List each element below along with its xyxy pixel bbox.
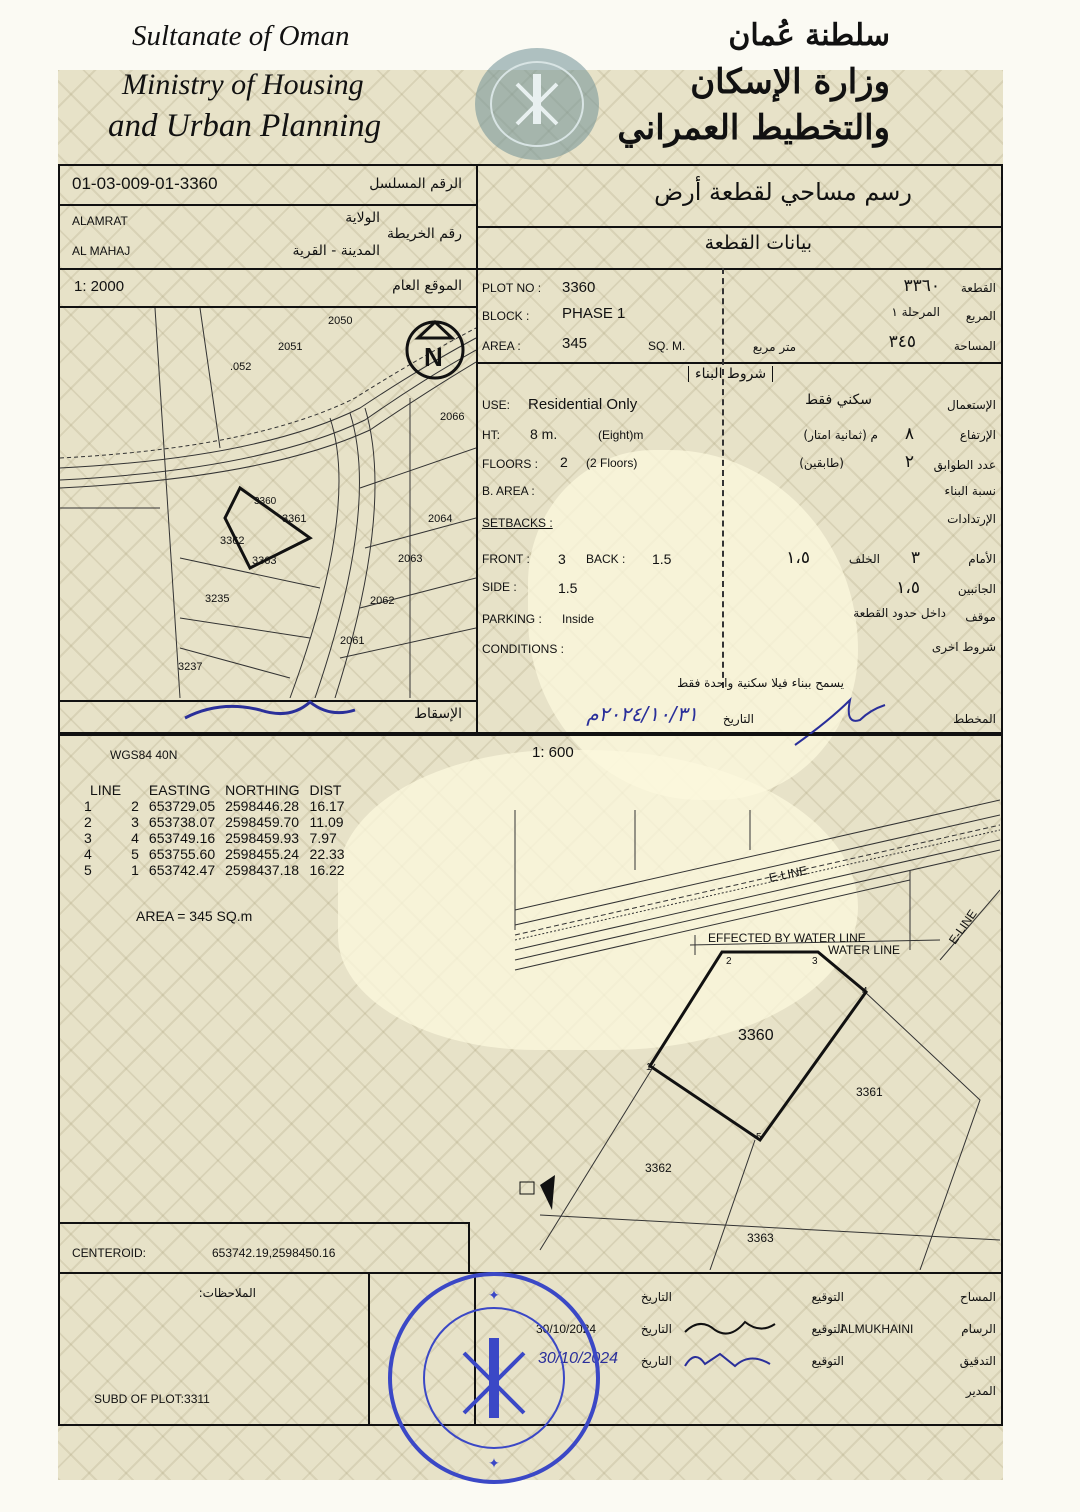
serial-number-value: 01-03-009-01-3360	[72, 174, 218, 193]
loc-plot-label: .052	[230, 361, 252, 373]
header-ar-line2: وزارة الإسكان	[690, 62, 890, 102]
serial-number-label: الرقم المسلسل	[369, 176, 462, 192]
ministry-emblem-seal	[472, 44, 602, 164]
conditions-label: CONDITIONS :	[482, 642, 565, 656]
village-label: المدينة - القرية	[292, 243, 380, 259]
block-label: BLOCK :	[482, 309, 530, 323]
side-value: 1.5	[558, 580, 578, 596]
checker-label: التدقيق	[959, 1354, 996, 1368]
side-ar-value: ١،٥	[896, 578, 920, 598]
drafter-signature	[680, 1312, 780, 1342]
back-ar-label: الخلف	[848, 552, 880, 566]
floors-label: FLOORS :	[482, 457, 539, 471]
area-summary: AREA = 345 SQ.m	[136, 908, 253, 924]
side-ar-label: الجانبين	[957, 582, 996, 596]
detail-plot-map	[500, 770, 1000, 1270]
e-line-label: E-LINE	[945, 906, 980, 947]
loc-plot-label: 2062	[370, 595, 395, 607]
height-label: HT:	[482, 428, 500, 442]
surveyor-label: المساح	[959, 1290, 996, 1304]
built-area-label: B. AREA :	[482, 484, 535, 498]
centroid-label: CENTEROID:	[72, 1246, 147, 1260]
loc-plot-label: 3235	[205, 593, 230, 605]
parking-ar-value: داخل حدود القطعة	[853, 606, 946, 620]
loc-plot-label: 3363	[252, 555, 277, 567]
loc-plot-label: 2050	[328, 315, 353, 327]
floors-value: 2	[560, 454, 568, 470]
table-header	[131, 782, 149, 798]
built-area-ar-label: نسبة البناء	[944, 484, 996, 498]
date-label: التاريخ	[722, 712, 754, 726]
parking-ar-label: موقف	[965, 610, 996, 624]
drafter-date-label: التاريخ	[640, 1322, 672, 1336]
front-ar-value: ٣	[910, 548, 920, 568]
back-value: 1.5	[652, 551, 672, 567]
subdivision-note: SUBD OF PLOT:3311	[94, 1392, 210, 1406]
water-line-label: EFFECTED BY WATER LINE	[708, 931, 866, 945]
area-ar-label: المساحة	[953, 339, 996, 353]
plot-no-value: 3360	[562, 279, 596, 296]
use-label: USE:	[482, 398, 511, 412]
vertex-label: 1	[646, 1062, 652, 1073]
floors-words: (2 Floors)	[586, 456, 638, 470]
vertex-label: 5	[756, 1132, 762, 1143]
checker-sign-label: التوقيع	[811, 1354, 844, 1368]
parking-label: PARKING :	[482, 612, 542, 626]
north-arrow-icon	[520, 1175, 555, 1210]
svg-text:✦: ✦	[488, 1455, 500, 1471]
loc-plot-label: 2063	[398, 553, 423, 565]
drafter-label: الرسام	[961, 1322, 996, 1336]
height-ar-label: الإرتفاع	[959, 428, 996, 442]
area-unit: SQ. M.	[648, 339, 686, 353]
centroid-value: 653742.19,2598450.16	[212, 1246, 336, 1260]
floors-ar-label: عدد الطوابق	[933, 458, 996, 472]
back-label: BACK :	[586, 552, 626, 566]
header-en-line3: and Urban Planning	[108, 108, 382, 144]
floors-ar-words: (طابقين)	[799, 456, 844, 470]
loc-plot-label: 3362	[220, 535, 245, 547]
height-ar-value: ٨	[904, 424, 914, 444]
table-row: 5 1 653742.47 2598437.18 16.22	[84, 862, 345, 878]
loc-plot-label: 2061	[340, 635, 365, 647]
header-en-line2: Ministry of Housing	[122, 68, 364, 101]
setbacks-label: SETBACKS :	[482, 516, 553, 530]
surveyor-sign-label: التوقيع	[811, 1290, 844, 1304]
neighbor-plot: 3363	[747, 1231, 774, 1245]
height-words: (Eight)m	[598, 428, 644, 442]
projection-label: الإسقاط	[414, 706, 462, 722]
official-stamp-seal	[384, 1268, 604, 1488]
table-header: DIST	[309, 782, 342, 798]
loc-plot-label: 3237	[178, 661, 203, 673]
coordinate-system: WGS84 40N	[110, 748, 178, 762]
conditions-note: يسمح ببناء فيلا سكنية واحدة فقط	[677, 676, 844, 690]
village-value: AL MAHAJ	[72, 244, 131, 258]
block-ar-value: المرحلة ١	[891, 305, 940, 319]
table-header: NORTHING	[225, 782, 300, 798]
floors-ar-value: ٢	[904, 452, 914, 472]
planner-label: المخطط	[953, 712, 996, 726]
document-title: رسم مساحي لقطعة أرض	[654, 178, 912, 206]
area-value: 345	[562, 335, 588, 352]
coordinate-table	[84, 782, 355, 878]
remarks-label: الملاحظات:	[198, 1286, 256, 1300]
height-ar-words: م (ثمانية امتار)	[803, 428, 878, 442]
plot-no-ar-label: القطعة	[960, 281, 996, 295]
setbacks-ar-label: الإرتدادات	[947, 512, 996, 526]
front-ar-label: الأمام	[968, 552, 996, 566]
location-scale: 1: 2000	[74, 278, 125, 295]
area-label: AREA :	[482, 339, 521, 353]
date-value: ٢٠٢٤/١٠/٣١م	[586, 702, 698, 726]
location-map	[60, 308, 476, 698]
map-number-label: رقم الخريطة	[386, 226, 462, 242]
svg-text:N: N	[424, 342, 443, 372]
area-ar-value: ٣٤٥	[888, 332, 916, 352]
plot-no-label: PLOT NO :	[482, 281, 542, 295]
vertex-label: 3	[812, 956, 818, 967]
side-label: SIDE :	[482, 580, 517, 594]
building-conditions-heading: شروط البناء	[688, 366, 773, 382]
detail-plot-number: 3360	[738, 1027, 774, 1044]
vertex-label: 2	[726, 956, 732, 967]
use-ar-label: الإستعمال	[947, 398, 996, 412]
loc-plot-label: 2064	[428, 513, 453, 525]
plot-data-heading: بيانات القطعة	[704, 232, 812, 254]
use-ar-value: سكني فقط	[805, 392, 872, 408]
vertex-label: 4	[862, 986, 868, 997]
surveyor-date-label: التاريخ	[640, 1290, 672, 1304]
neighbor-plot: 3362	[645, 1161, 672, 1175]
detail-scale: 1: 600	[532, 744, 574, 761]
header-ar-line3: والتخطيط العمراني	[617, 108, 890, 148]
use-value: Residential Only	[528, 396, 638, 413]
water-line-label: WATER LINE	[828, 943, 901, 957]
height-value: 8 m.	[530, 426, 558, 442]
checker-signature	[680, 1344, 780, 1374]
svg-text:✦: ✦	[488, 1287, 500, 1303]
front-value: 3	[558, 551, 566, 567]
director-label: المدير	[965, 1384, 996, 1398]
drafter-name: ALMUKHAINI	[840, 1322, 914, 1336]
loc-plot-label: 2051	[278, 341, 303, 353]
checker-date-label: التاريخ	[640, 1354, 672, 1368]
area-ar-unit: متر مربع	[752, 340, 796, 354]
block-value: PHASE 1	[562, 305, 626, 322]
wilayat-value: ALAMRAT	[72, 214, 128, 228]
checker-date: 30/10/2024	[538, 1350, 619, 1367]
neighbor-plot: 3361	[856, 1085, 883, 1099]
parking-value: Inside	[562, 612, 595, 626]
block-ar-label: المربع	[965, 309, 996, 323]
e-line-label: E-LINE	[767, 863, 809, 885]
header-en-line1: Sultanate of Oman	[132, 20, 350, 52]
plot-no-ar-value: ٣٣٦٠	[903, 276, 940, 296]
header-ar-line1: سلطنة عُمان	[728, 18, 890, 53]
table-header: EASTING	[148, 782, 211, 798]
table-row: 4 5 653755.60 2598455.24 22.33	[84, 846, 345, 862]
drafter-sign-label: التوقيع	[811, 1322, 844, 1336]
loc-plot-label: 2066	[440, 411, 465, 423]
table-row: 3 4 653749.16 2598459.93 7.97	[84, 830, 337, 846]
wilayat-label: الولاية	[345, 210, 380, 226]
table-row: 2 3 653738.07 2598459.70 11.09	[84, 814, 344, 830]
back-ar-value: ١،٥	[786, 548, 810, 568]
table-header: LINE	[90, 782, 122, 798]
loc-plot-label: 3361	[282, 513, 307, 525]
conditions-ar-label: شروط اخرى	[931, 640, 996, 654]
loc-plot-label: 3360	[254, 496, 277, 507]
projection-signature	[180, 690, 360, 730]
drafter-date: 30/10/2024	[536, 1322, 597, 1336]
location-label: الموقع العام	[392, 278, 462, 294]
table-row: 1 2 653729.05 2598446.28 16.17	[84, 798, 345, 814]
front-label: FRONT :	[482, 552, 530, 566]
